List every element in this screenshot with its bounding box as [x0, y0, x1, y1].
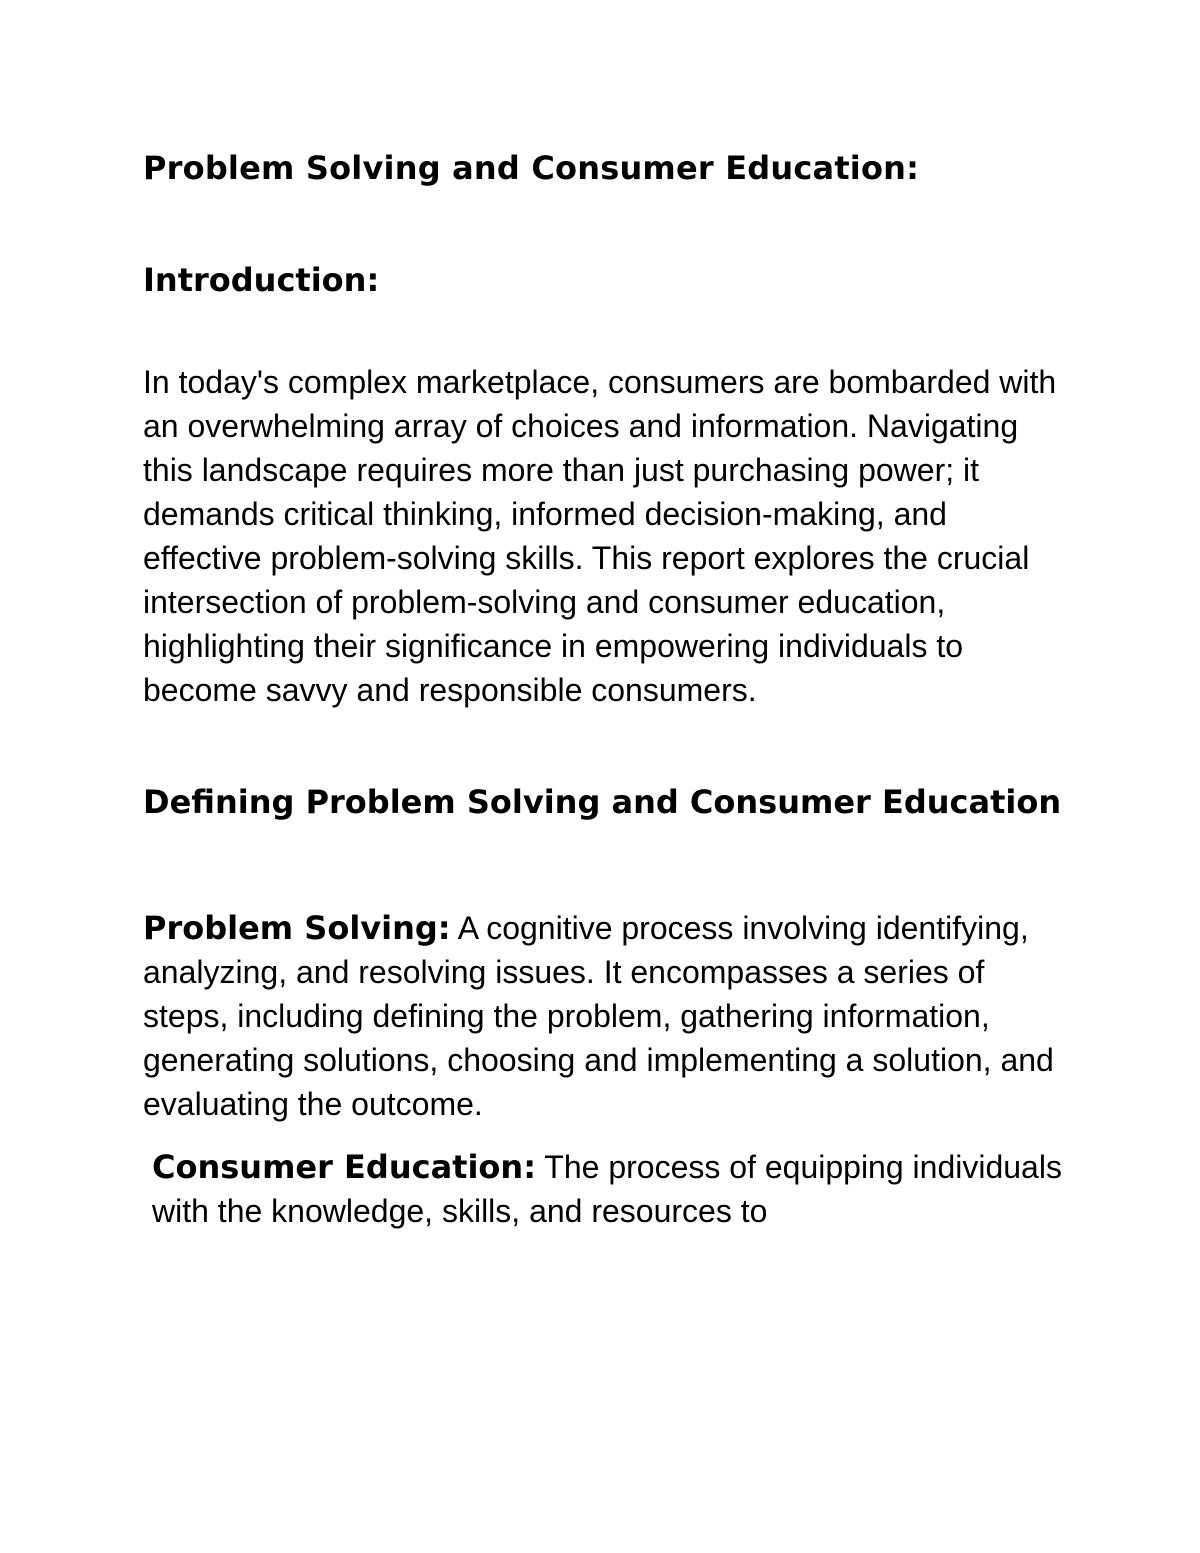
introduction-paragraph: In today's complex marketplace, consumers are bombarded with an overwhelming array of choices and information. Navigating this landscape requires more than just purchasing power; it demands critical thinking, informed decision-making, and effective problem-solving skills. This report explores the crucial intersection of problem-solving and consumer education, highlighting their significance in empowering individuals to become savvy and responsible consumers. — [143, 364, 1057, 708]
definition-term: Problem Solving: — [143, 909, 451, 947]
definition-text: The process of equipping individuals with the knowledge, skills, and resources to — [152, 1149, 1062, 1229]
introduction-heading: Introduction: — [143, 261, 380, 299]
document-title: Problem Solving and Consumer Education: — [143, 149, 920, 187]
document-content — [143, 140, 1063, 1233]
definitions-section-heading: Defining Problem Solving and Consumer Education — [143, 783, 1062, 821]
definition-problem-solving — [143, 906, 1063, 1126]
definition-text: A cognitive process involving identifying, analyzing, and resolving issues. It encompasses a series of steps, including defining the problem, gathering information, generating solutions, choosing and implementing a solution, and evaluating the outcome. — [143, 910, 1054, 1122]
definition-consumer-education — [143, 1145, 1063, 1233]
definition-term: Consumer Education: — [152, 1148, 536, 1186]
